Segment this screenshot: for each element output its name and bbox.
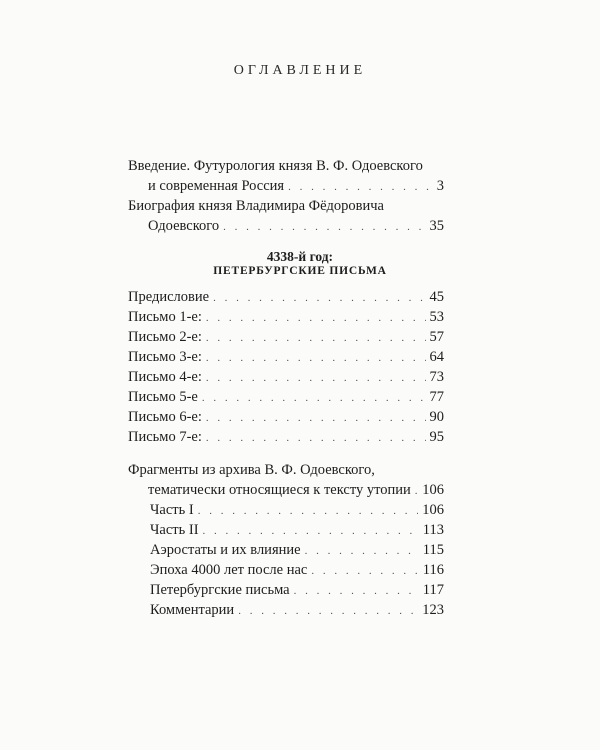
toc-entry-biography-line1: Биография князя Владимира Фёдоровича (128, 198, 384, 214)
dot-leader (202, 388, 426, 408)
dot-leader (206, 408, 426, 428)
toc-entry-fragments-line1: Фрагменты из архива В. Ф. Одоевского, (128, 462, 375, 478)
toc-entry-page: 123 (422, 602, 444, 618)
toc-entry-page: 117 (422, 582, 444, 598)
toc-entry-label: Письмо 2-е: (128, 329, 202, 345)
toc-entry-fragment-item[interactable] (128, 540, 444, 560)
toc-entry-letter[interactable] (128, 407, 444, 427)
dot-leader (206, 428, 426, 448)
toc-entry-label: Письмо 1-е: (128, 309, 202, 325)
toc-entry-letter[interactable] (128, 307, 444, 327)
toc-entry-page: 106 (422, 502, 444, 518)
toc-entry-label: Петербургские письма (150, 582, 290, 598)
toc-entry-label: Одоевского (148, 218, 220, 234)
dot-leader (238, 601, 418, 621)
section-title-line1: 4338-й год: (266, 249, 334, 264)
toc-entry-page: 106 (422, 482, 444, 498)
dot-leader (294, 581, 419, 601)
toc-entry-page: 90 (429, 409, 444, 425)
toc-entry-label: Письмо 4-е: (128, 369, 202, 385)
toc-entry-intro[interactable] (128, 176, 444, 196)
dot-leader (311, 561, 418, 581)
dot-leader (415, 481, 418, 501)
toc-entry-page: 77 (429, 389, 444, 405)
toc-entry-page: 95 (429, 429, 444, 445)
toc-entry-intro-line1: Введение. Футурология князя В. Ф. Одоевского (128, 158, 423, 174)
toc-entry-label: Письмо 5-е (128, 389, 198, 405)
toc-entry-fragment-item[interactable] (128, 560, 444, 580)
toc-entry-letter[interactable] (128, 367, 444, 387)
toc-entry-fragment-item[interactable] (128, 600, 444, 620)
dot-leader (206, 368, 426, 388)
toc-fragments-block (128, 460, 444, 620)
toc-entry-label: тематически относящиеся к тексту утопии (148, 482, 411, 498)
dot-leader (206, 328, 426, 348)
section-title (0, 249, 600, 279)
toc-entry-label: Комментарии (150, 602, 235, 618)
toc-entry-label: Письмо 7-е: (128, 429, 202, 445)
toc-entry-fragment-item[interactable] (128, 580, 444, 600)
toc-entry-page: 3 (436, 178, 444, 194)
toc-entry-fragments[interactable] (128, 480, 444, 500)
dot-leader (288, 177, 433, 197)
toc-entry-page: 35 (429, 218, 444, 234)
toc-entry-page: 73 (429, 369, 444, 385)
toc-entry-letter[interactable] (128, 387, 444, 407)
toc-entry-label: Часть II (150, 522, 199, 538)
toc-entry-page: 115 (422, 542, 444, 558)
dot-leader (213, 288, 425, 308)
toc-entry-label: Часть I (150, 502, 194, 518)
dot-leader (198, 501, 419, 521)
toc-entry-label: и современная Россия (148, 178, 285, 194)
dot-leader (203, 521, 419, 541)
toc-entry-page: 64 (429, 349, 444, 365)
toc-entry-label: Аэростаты и их влияние (150, 542, 301, 558)
toc-entry-letter[interactable] (128, 347, 444, 367)
toc-entry-letter[interactable] (128, 327, 444, 347)
toc-entry-page: 53 (429, 309, 444, 325)
toc-entry-page: 116 (422, 562, 444, 578)
toc-letters-block (128, 287, 444, 447)
dot-leader (223, 217, 425, 237)
toc-entry-letter[interactable] (128, 287, 444, 307)
section-title-line2: ПЕТЕРБУРГСКИЕ ПИСЬМА (213, 265, 387, 277)
toc-entry-page: 45 (429, 289, 444, 305)
toc-entry-label: Письмо 3-е: (128, 349, 202, 365)
toc-entry-fragment-item[interactable] (128, 520, 444, 540)
page-title: ОГЛАВЛЕНИЕ (233, 63, 367, 78)
toc-entry-page: 57 (429, 329, 444, 345)
toc-entry-letter[interactable] (128, 427, 444, 447)
toc-entry-biography[interactable] (128, 216, 444, 236)
toc-entry-fragment-item[interactable] (128, 500, 444, 520)
toc-entry-label: Письмо 6-е: (128, 409, 202, 425)
toc-entry-page: 113 (422, 522, 444, 538)
dot-leader (206, 308, 426, 328)
toc-entry-label: Предисловие (128, 289, 210, 305)
toc-intro-block (128, 156, 444, 236)
dot-leader (206, 348, 426, 368)
toc-entry-label: Эпоха 4000 лет после нас (150, 562, 308, 578)
dot-leader (305, 541, 419, 561)
